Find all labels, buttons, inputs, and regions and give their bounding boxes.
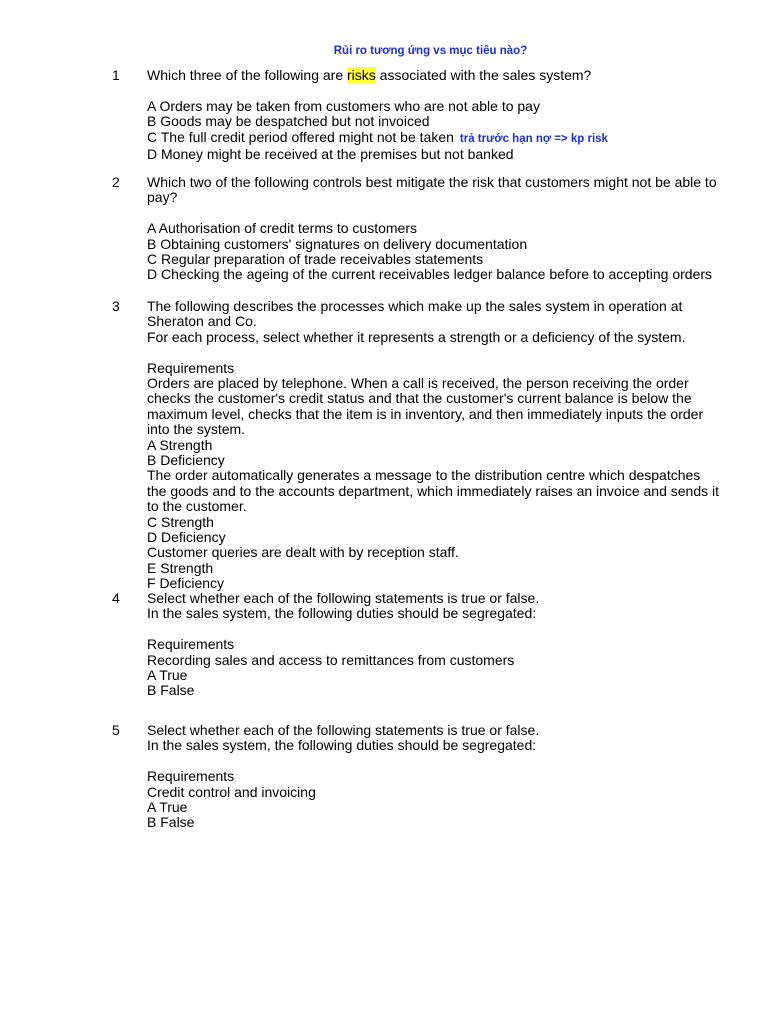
option-b: B Goods may be despatched but not invoiced bbox=[147, 113, 430, 130]
option-a: A Authorisation of credit terms to customers bbox=[147, 220, 418, 237]
question-number: 3 bbox=[112, 298, 120, 314]
process-2: The order automatically generates a message to the distribution centre which despatches the goods and to the accounts department, which immediately raises an invoice and sends it to the customer. bbox=[147, 467, 719, 515]
option-e: E Strength bbox=[147, 559, 214, 576]
question-body bbox=[147, 591, 721, 699]
option-d: D Deficiency bbox=[147, 529, 226, 546]
option-b: B False bbox=[147, 682, 195, 699]
option-a: A True bbox=[147, 799, 188, 816]
option-d: D Checking the ageing of the current receivables ledger balance before to accepting orders bbox=[147, 266, 713, 283]
process-3: Customer queries are dealt with by reception staff. bbox=[147, 544, 459, 561]
option-c: C Strength bbox=[147, 513, 214, 530]
question-subtext: In the sales system, the following duties should be segregated: bbox=[147, 737, 537, 754]
option-a: A True bbox=[147, 667, 188, 684]
question-number: 4 bbox=[112, 590, 120, 606]
question-number: 1 bbox=[112, 67, 120, 83]
option-f: F Deficiency bbox=[147, 575, 225, 592]
question-body bbox=[147, 68, 721, 162]
page-title: Rủi ro tương ứng vs mục tiêu nào? bbox=[333, 45, 528, 57]
question-stem: Select whether each of the following statements is true or false. bbox=[147, 590, 540, 606]
question-stem: Which two of the following controls best mitigate the risk that customers might not be able to pay? bbox=[147, 174, 717, 206]
option-b: B Deficiency bbox=[147, 452, 225, 469]
statement: Recording sales and access to remittances from customers bbox=[147, 651, 515, 668]
option-a: A Strength bbox=[147, 436, 213, 453]
option-b: B False bbox=[147, 814, 195, 831]
question-instruction: For each process, select whether it represents a strength or a deficiency of the system. bbox=[147, 328, 686, 345]
question-body bbox=[147, 175, 721, 283]
question-number: 5 bbox=[112, 722, 120, 738]
option-b: B Obtaining customers' signatures on delivery documentation bbox=[147, 235, 528, 252]
statement: Credit control and invoicing bbox=[147, 783, 316, 800]
option-a: A Orders may be taken from customers who are not able to pay bbox=[147, 97, 540, 114]
requirements-label: Requirements bbox=[147, 636, 235, 653]
requirements-label: Requirements bbox=[147, 768, 235, 785]
question-body bbox=[147, 299, 721, 592]
option-d: D Money might be received at the premises but not banked bbox=[147, 146, 514, 163]
option-c: C Regular preparation of trade receivables statements bbox=[147, 251, 484, 268]
question-stem: Which three of the following are risks associated with the sales system? bbox=[147, 67, 592, 83]
process-1: Orders are placed by telephone. When a call is received, the person receiving the order checks the customer's credit status and that the customer's current balance is below the maximum level, checks that the item is in inventory, and then immediately inputs the order into the system. bbox=[147, 375, 704, 438]
question-stem: The following describes the processes which make up the sales system in operation at Sheraton and Co. bbox=[147, 298, 683, 330]
requirements-label: Requirements bbox=[147, 359, 235, 376]
question-body bbox=[147, 723, 721, 831]
question-number: 2 bbox=[112, 174, 120, 190]
handwritten-note: trả trước hạn nợ => kp risk bbox=[459, 132, 608, 145]
option-c: C The full credit period offered might not be taken trả trước hạn nợ => kp risk bbox=[147, 128, 608, 145]
highlighted-word: risks bbox=[347, 67, 376, 83]
question-stem: Select whether each of the following statements is true or false. bbox=[147, 722, 540, 738]
question-subtext: In the sales system, the following duties should be segregated: bbox=[147, 605, 537, 622]
